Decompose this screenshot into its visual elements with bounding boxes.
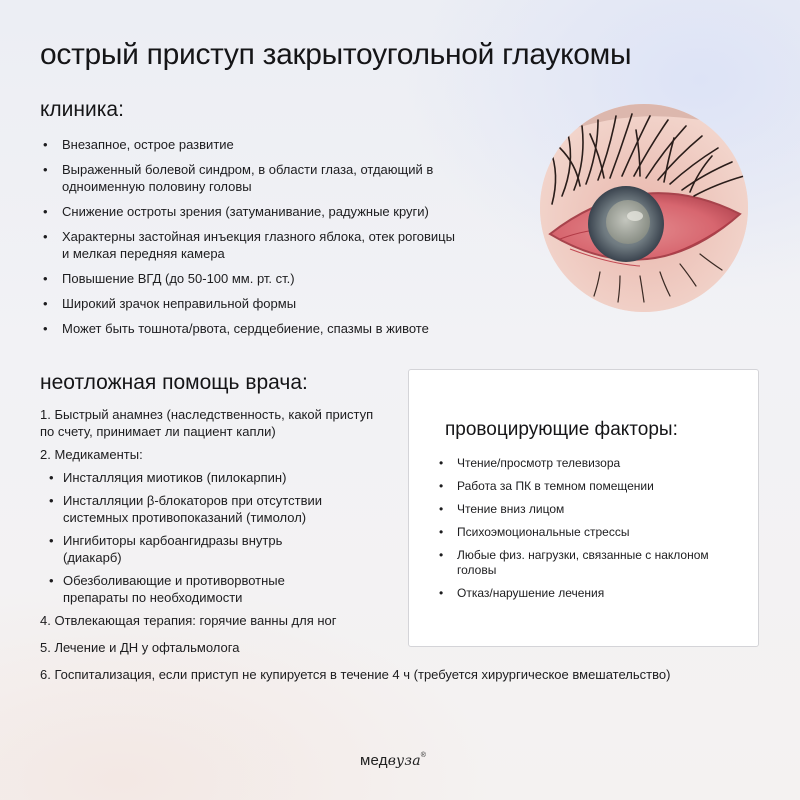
- bullet-icon: •: [43, 162, 48, 177]
- clinic-list: [40, 136, 480, 345]
- list-item: • Внезапное, острое развитие: [43, 137, 234, 152]
- list-item: • Характерны застойная инъекция глазного яблока, отек роговицы и мелкая передняя камера: [43, 229, 455, 261]
- bullet-icon: •: [439, 525, 444, 539]
- list-item: • Работа за ПК в темном помещении: [439, 479, 654, 493]
- eye-photo: [540, 104, 748, 312]
- medications-list: [40, 469, 380, 606]
- bullet-icon: •: [43, 296, 48, 311]
- bullet-icon: •: [43, 321, 48, 336]
- bullet-icon: •: [439, 479, 444, 493]
- list-item: 2. Медикаменты: • Инсталляция миотиков (пилокарпин) • Инсталляции β-блокаторов при отсутствии системных противопоказаний (тимолол) • Ингибиторы карбоангидразы внутрь (диакарб) • Обезболивающие и противорвотные препараты по необходимости: [40, 446, 380, 606]
- list-item: 6. Госпитализация, если приступ не купируется в течение 4 ч (требуется хирургическое вмешательство): [40, 667, 671, 682]
- bullet-icon: •: [49, 573, 54, 588]
- bullet-icon: •: [49, 533, 54, 548]
- bullet-icon: •: [439, 456, 444, 470]
- list-item: • Чтение/просмотр телевизора: [439, 456, 621, 470]
- factors-list: [435, 456, 745, 609]
- list-item: • Широкий зрачок неправильной формы: [43, 296, 297, 311]
- list-item: • Любые физ. нагрузки, связанные с наклоном головы: [439, 548, 709, 577]
- brand-logo: медвуза®: [360, 752, 427, 769]
- bullet-icon: •: [43, 229, 48, 244]
- bullet-icon: •: [439, 586, 444, 600]
- bullet-icon: •: [49, 493, 54, 508]
- list-item: • Инсталляции β-блокаторов при отсутствии системных противопоказаний (тимолол): [49, 493, 323, 525]
- page-title: острый приступ закрытоугольной глаукомы: [40, 38, 632, 71]
- bullet-icon: •: [43, 137, 48, 152]
- list-item: • Ингибиторы карбоангидразы внутрь (диакарб): [49, 533, 283, 565]
- list-item: 5. Лечение и ДН у офтальмолога: [40, 640, 240, 655]
- list-item: 4. Отвлекающая терапия: горячие ванны для ног: [40, 613, 337, 628]
- list-item: • Обезболивающие и противорвотные препараты по необходимости: [49, 573, 285, 605]
- list-item: • Выраженный болевой синдром, в области глаза, отдающий в одноименную половину головы: [43, 162, 434, 194]
- bullet-icon: •: [439, 502, 444, 516]
- list-item: • Отказ/нарушение лечения: [439, 586, 605, 600]
- bullet-icon: •: [439, 548, 444, 562]
- bullet-icon: •: [49, 470, 54, 485]
- list-item: • Психоэмоциональные стрессы: [439, 525, 630, 539]
- bullet-icon: •: [43, 271, 48, 286]
- list-item: • Повышение ВГД (до 50-100 мм. рт. ст.): [43, 271, 295, 286]
- list-item: • Снижение остроты зрения (затуманивание, радужные круги): [43, 204, 429, 219]
- list-item: • Может быть тошнота/рвота, сердцебиение, спазмы в животе: [43, 321, 429, 336]
- list-item: 1. Быстрый анамнез (наследственность, какой приступ по счету, принимает ли пациент капли): [40, 407, 374, 439]
- list-item: • Инсталляция миотиков (пилокарпин): [49, 470, 287, 485]
- help-heading: неотложная помощь врача:: [40, 371, 308, 394]
- clinic-heading: клиника:: [40, 98, 124, 121]
- list-item: • Чтение вниз лицом: [439, 502, 565, 516]
- bullet-icon: •: [43, 204, 48, 219]
- eye-illustration: [540, 104, 748, 312]
- factors-card: [408, 369, 759, 647]
- factors-heading: провоцирующие факторы:: [445, 419, 678, 440]
